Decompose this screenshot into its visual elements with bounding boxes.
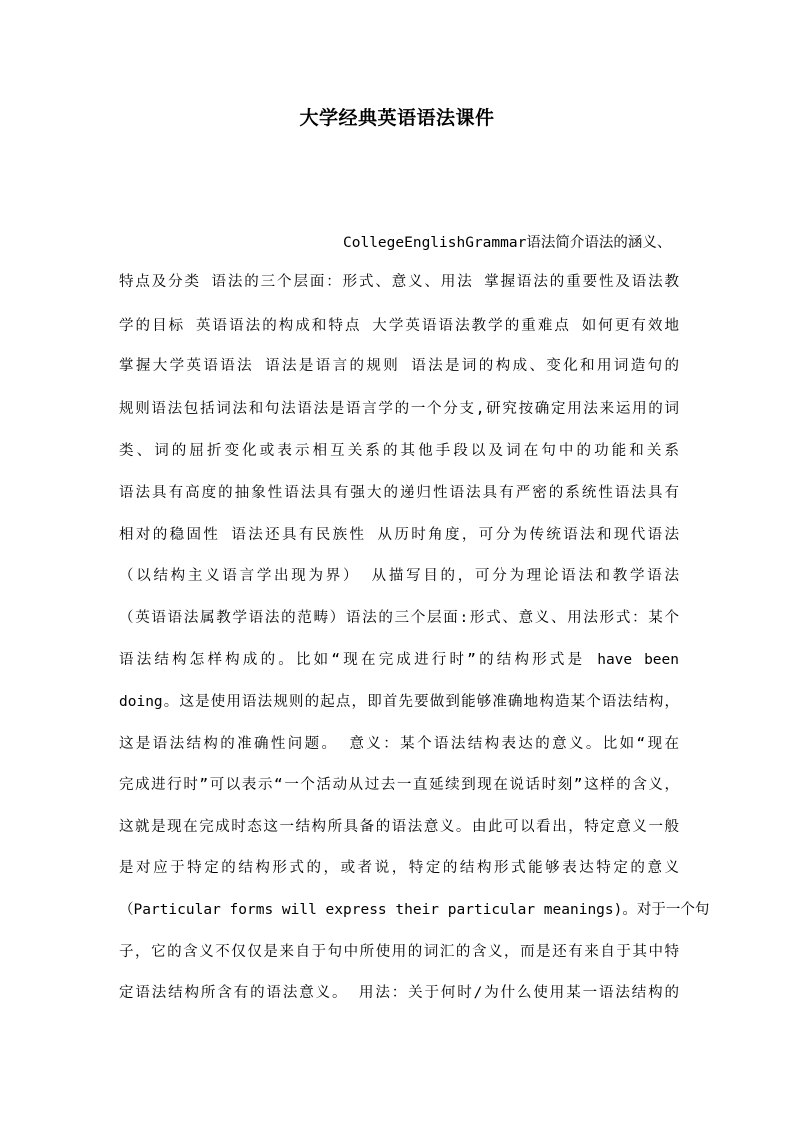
body-text-line: 类、词的屈折变化或表示相互关系的其他手段以及词在句中的功能和关系 — [119, 443, 679, 459]
page-title: 大学经典英语语法课件 — [299, 107, 495, 129]
body-text-line: （Particular forms will express their particular meanings)。对于一个句 — [119, 902, 710, 918]
body-text-line: 语法结构怎样构成的。比如“现在完成进行时”的结构形式是 have been — [119, 652, 679, 668]
body-text-line: 完成进行时”可以表示“一个活动从过去一直延续到现在说话时刻”这样的含义， — [119, 777, 679, 793]
body-text-line: 定语法结构所含有的语法意义。 用法：关于何时/为什么使用某一语法结构的 — [119, 985, 679, 1001]
body-text-line: doing。这是使用语法规则的起点，即首先要做到能够准确地构造某个语法结构， — [119, 694, 679, 710]
body-text-line: 相对的稳固性 语法还具有民族性 从历时角度，可分为传统语法和现代语法 — [119, 527, 679, 543]
body-text-line: 这是语法结构的准确性问题。 意义：某个语法结构表达的意义。比如“现在 — [119, 736, 679, 752]
body-text-line: 特点及分类 语法的三个层面：形式、意义、用法 掌握语法的重要性及语法教 — [119, 274, 679, 290]
body-text-line: 子，它的含义不仅仅是来自于句中所使用的词汇的含义，而是还有来自于其中特 — [119, 944, 679, 960]
body-text-line: 这就是现在完成时态这一结构所具备的语法意义。由此可以看出，特定意义一般 — [119, 819, 679, 835]
body-text-line: （以结构主义语言学出现为界） 从描写目的，可分为理论语法和教学语法 — [119, 568, 679, 584]
body-text-line: 规则语法包括词法和句法语法是语言学的一个分支,研究按确定用法来运用的词 — [119, 401, 679, 417]
body-text-line: 掌握大学英语语法 语法是语言的规则 语法是词的构成、变化和用词造句的 — [119, 358, 679, 374]
body-text-line: 学的目标 英语语法的构成和特点 大学英语语法教学的重难点 如何更有效地 — [119, 318, 679, 334]
body-text-line: 语法具有高度的抽象性语法具有强大的递归性语法具有严密的系统性语法具有 — [119, 485, 679, 501]
body-text-line: 是对应于特定的结构形式的，或者说，特定的结构形式能够表达特定的意义 — [119, 860, 679, 876]
body-text-line: （英语语法属教学语法的范畴）语法的三个层面:形式、意义、用法形式：某个 — [119, 610, 679, 626]
body-text-line: CollegeEnglishGrammar语法简介语法的涵义、 — [343, 235, 672, 251]
